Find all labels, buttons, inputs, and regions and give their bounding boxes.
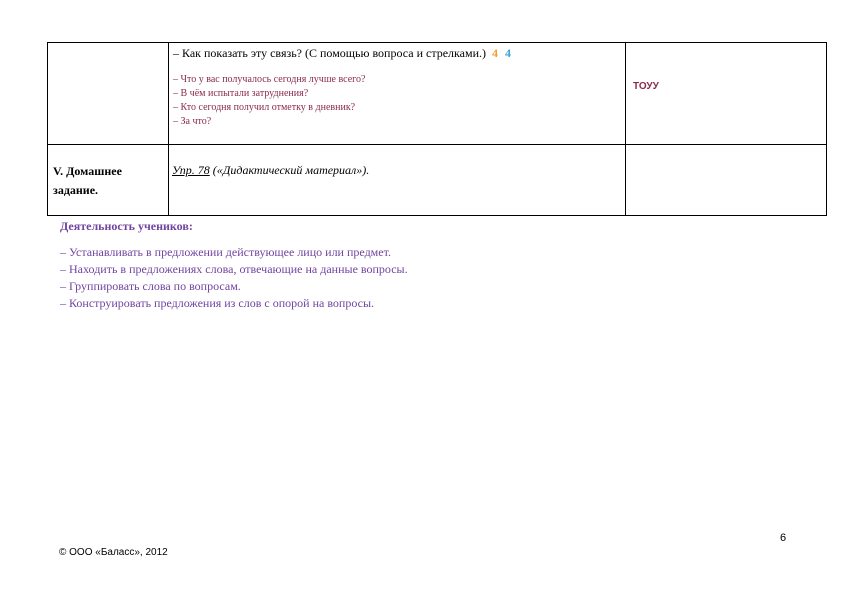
question-line	[173, 46, 625, 61]
activity-item: – Устанавливать в предложении действующее лицо или предмет.	[60, 245, 391, 259]
table-row	[48, 145, 827, 216]
content-cell	[169, 43, 626, 145]
stage-title	[53, 162, 168, 200]
lesson-table	[47, 42, 827, 216]
badge-orange: 4	[492, 46, 499, 60]
exercise-source: («Дидактический материал»).	[212, 163, 370, 177]
homework-line	[172, 163, 625, 178]
activity-item: – Конструировать предложения из слов с опорой на вопросы.	[60, 296, 375, 310]
student-activity	[60, 219, 408, 312]
uud-cell	[626, 43, 827, 145]
exercise-ref: Упр. 78	[172, 163, 210, 177]
table-row	[48, 43, 827, 145]
copyright: © ООО «Баласс», 2012	[59, 547, 168, 558]
page-number: 6	[780, 532, 787, 544]
homework-cell	[169, 145, 626, 216]
stage-cell	[48, 145, 169, 216]
stage-title-line1: V. Домашнее	[53, 164, 122, 178]
empty-cell	[626, 145, 827, 216]
reflection-item: – Кто сегодня получил отметку в дневник?	[173, 102, 356, 113]
question-text: – Как показать эту связь? (С помощью вопроса и стрелками.)	[173, 46, 487, 60]
reflection-item: – В чём испытали затруднения?	[173, 88, 309, 99]
stage-cell-empty	[48, 43, 169, 145]
badge-blue: 4	[505, 46, 512, 60]
activity-heading: Деятельность учеников:	[60, 219, 193, 233]
reflection-item: – Что у вас получалось сегодня лучше всего?	[173, 74, 366, 85]
reflection-questions	[173, 73, 625, 129]
stage-title-line2: задание.	[53, 183, 99, 197]
activity-item: – Находить в предложениях слова, отвечающие на данные вопросы.	[60, 262, 408, 276]
activity-item: – Группировать слова по вопросам.	[60, 279, 241, 293]
reflection-item: – За что?	[173, 116, 212, 127]
uud-label: ТОУУ	[633, 81, 659, 92]
